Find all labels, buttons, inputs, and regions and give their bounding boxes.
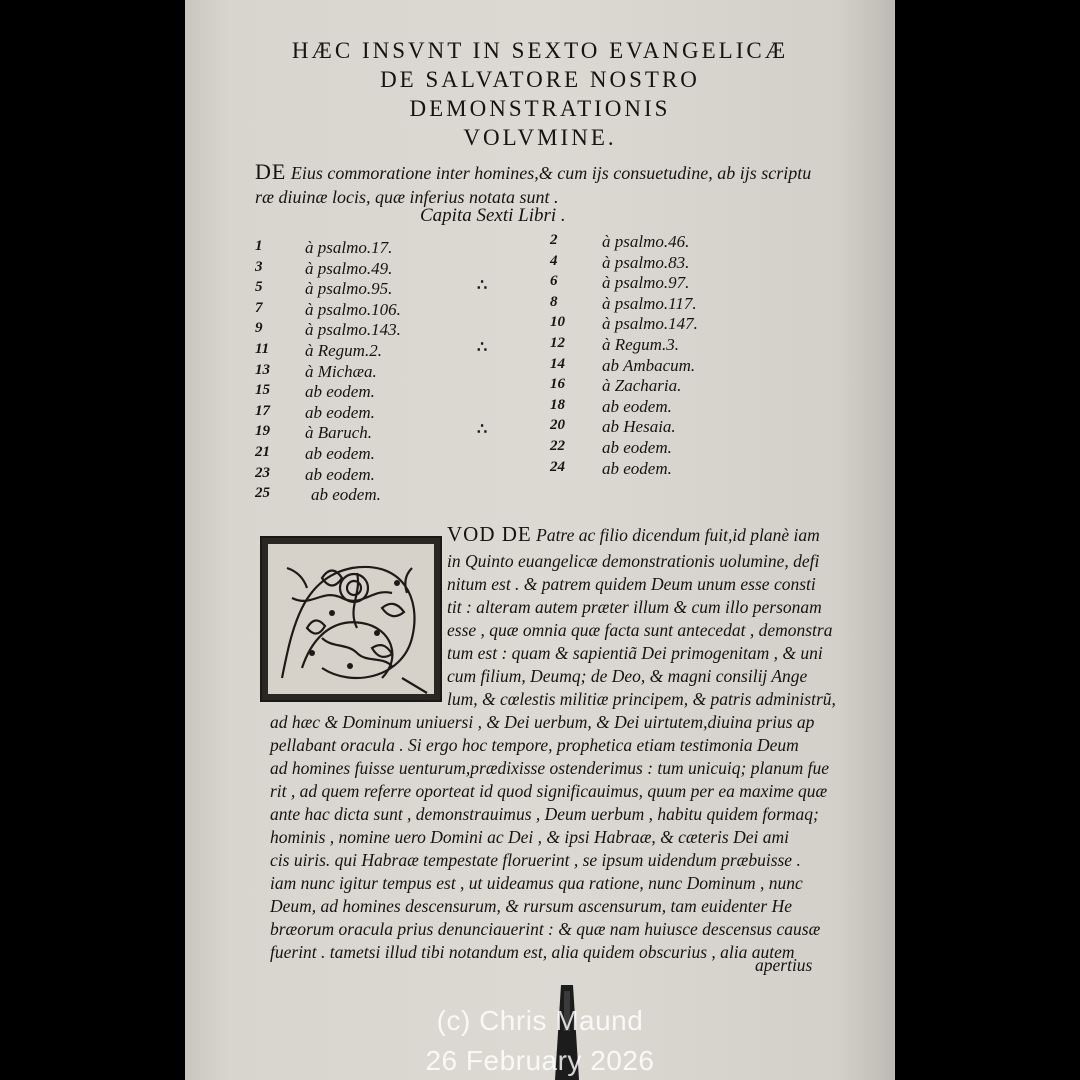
chapter-number: 18 [550, 396, 565, 413]
chapter-number: 16 [550, 376, 565, 393]
chapter-source: ab eodem. [305, 402, 375, 422]
chapter-number: 13 [255, 361, 270, 378]
chapter-number: 11 [255, 341, 270, 357]
body-line: nitum est . & patrem quidem Deum unum esse consti [447, 574, 816, 594]
chapter-source: ab eodem. [311, 485, 381, 505]
chapter-source: à psalmo.143. [305, 320, 401, 340]
body-line: pellabant oracula . Si ergo hoc tempore, prophetica etiam testimonia Deum [270, 735, 799, 755]
watermark-date: 26 February 2026 [425, 1045, 655, 1076]
decorated-initial-q [260, 536, 442, 702]
body-line: ad homines fuisse uenturum,prædixisse ostenderimus : tum unicuiq; planum fue [270, 758, 829, 778]
chapter-source: ab eodem. [305, 464, 375, 484]
chapter-number: 2 [550, 232, 558, 248]
body-line: ad hæc & Dominum uniuersi , & Dei uerbum, & Dei uirtutem,diuina prius ap [270, 712, 815, 732]
separator-dots: ∴ [477, 277, 489, 295]
body-line: ante hac dicta sunt , demonstrauimus , Deum uerbum , habitu quidem formaq; [270, 804, 819, 824]
body-line: cis uiris. qui Habraæ tempestate floruerint , se ipsum uidendum præbuisse . [270, 850, 801, 870]
chapter-number: 8 [550, 293, 558, 310]
chapter-source: à psalmo.95. [305, 279, 393, 299]
body-line: hominis , nomine uero Domini ac Dei , & ipsi Habraæ, & cæteris Dei ami [270, 827, 789, 847]
chapter-source: ab Ambacum. [602, 355, 696, 375]
chapter-number: 12 [550, 335, 565, 351]
body-initial-caps: VOD DE [447, 522, 532, 546]
body-line: tit : alteram autem præter illum & cum illo personam [447, 597, 822, 617]
chapter-number: 24 [550, 458, 565, 475]
chapter-number: 21 [255, 444, 270, 460]
chapter-source: à psalmo.17. [305, 238, 393, 257]
chapter-source: à Regum.2. [305, 341, 382, 360]
chapter-source: ab Hesaia. [602, 417, 676, 437]
chapter-number: 20 [550, 417, 565, 434]
chapter-number: 3 [255, 258, 263, 275]
chapter-number: 6 [550, 273, 558, 290]
chapter-source: ab eodem. [602, 438, 672, 457]
separator-dots: ∴ [477, 339, 489, 356]
chapter-number: 9 [255, 320, 263, 337]
title-line: HÆC INSVNT IN SEXTO EVANGELICÆ [291, 38, 789, 63]
chapter-number: 22 [550, 438, 565, 454]
chapter-number: 10 [550, 314, 565, 331]
separator-dots: ∴ [477, 421, 489, 439]
body-line: cum filium, Deumq; de Deo, & magni consilij Ange [447, 666, 808, 686]
body-line: Patre ac filio dicendum fuit,id planè iam [531, 525, 820, 545]
book-page [185, 0, 895, 1080]
body-line: iam nunc igitur tempus est , ut uideamus qua ratione, nunc Dominum , nunc [270, 873, 803, 893]
chapters-heading: Capita Sexti Libri . [420, 205, 566, 226]
title-line: DEMONSTRATIONIS [409, 96, 671, 121]
chapter-source: à Baruch. [305, 423, 373, 443]
chapter-number: 25 [255, 485, 270, 502]
chapter-source: ab eodem. [602, 396, 672, 416]
chapter-number: 17 [255, 402, 270, 419]
chapter-source: ab eodem. [305, 382, 375, 402]
chapter-number: 15 [255, 382, 270, 399]
chapter-number: 5 [255, 279, 263, 296]
body-line: tum est : quam & sapientiã Dei primogenitam , & uni [447, 643, 823, 663]
title-line: VOLVMINE. [463, 125, 617, 150]
body-line: esse , quæ omnia quæ facta sunt antecedat , demonstra [447, 620, 833, 640]
body-line: in Quinto euangelicæ demonstrationis uolumine, defi [447, 551, 820, 571]
chapter-source: à psalmo.117. [602, 293, 697, 313]
page-title [185, 36, 895, 152]
title-line: DE SALVATORE NOSTRO [380, 67, 700, 92]
chapter-source: ab eodem. [305, 444, 375, 463]
body-line: Deum, ad homines descensurum, & rursum ascensurum, tam euidenter He [270, 896, 793, 916]
chapter-source: à psalmo.83. [602, 252, 690, 272]
chapter-source: à Michæa. [305, 361, 377, 381]
chapter-source: à psalmo.147. [602, 314, 698, 334]
chapter-number: 19 [255, 423, 270, 440]
chapter-number: 7 [255, 299, 263, 316]
chapter-number: 23 [255, 464, 270, 481]
intro-paragraph [255, 160, 865, 209]
body-line: bræorum oracula prius denunciauerint : & quæ nam huiusce descensus causæ [270, 919, 821, 939]
chapter-source: à psalmo.46. [602, 232, 690, 251]
chapter-source: à psalmo.49. [305, 258, 393, 278]
chapter-source: à psalmo.106. [305, 299, 401, 319]
body-line: lum, & cœlestis militiæ principem, & patris administrũ, [447, 689, 836, 709]
chapter-source: ab eodem. [602, 458, 672, 478]
intro-text: Eius commoratione inter homines,& cum ijs consuetudine, ab ijs scriptu [286, 163, 812, 183]
body-line: rit , ad quem referre oporteat id quod significauimus, quum per ea maxime quæ [270, 781, 828, 801]
intro-text: ræ diuinæ locis, quæ inferius notata sunt . [255, 187, 559, 207]
chapter-number: 1 [255, 238, 263, 254]
chapter-source: à Regum.3. [602, 335, 679, 354]
catchword: apertius [755, 955, 813, 975]
chapter-number: 4 [550, 252, 558, 269]
body-line: fuerint . tametsi illud tibi notandum est, alia quidem obscurius , alia autem [270, 942, 795, 962]
chapter-number: 14 [550, 355, 565, 372]
chapter-source: à Zacharia. [602, 376, 682, 396]
chapter-source: à psalmo.97. [602, 273, 690, 293]
intro-initial: DE [255, 159, 287, 184]
watermark-credit: (c) Chris Maund [436, 1005, 644, 1036]
